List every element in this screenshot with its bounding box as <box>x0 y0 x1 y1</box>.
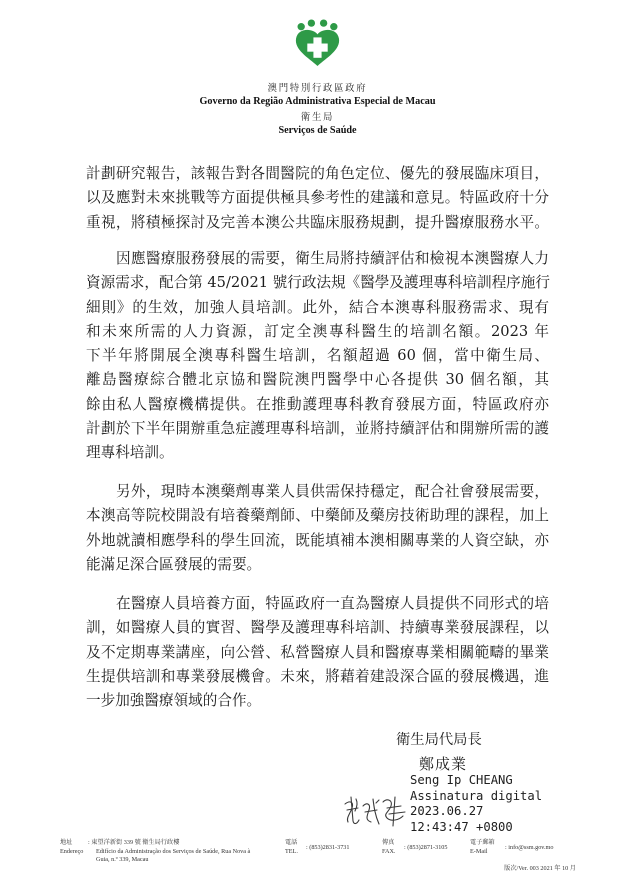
footer-address-label-pt: Endereço <box>60 848 84 855</box>
body-line: 在醫療人員培養方面，特區政府一直為醫療人員提供不同形式的培 <box>116 595 549 612</box>
body-line: 及不定期專業講座，向公營、私營醫療人員和醫療專業相關範疇的畢業 <box>86 643 549 661</box>
footer-email-label-zh: 電子郵箱 <box>470 839 495 846</box>
body-paragraph-1 <box>86 162 549 235</box>
body-line: 下半年將開展全澳專科醫生培訓，名額超過 60 個，當中衛生局、 <box>86 347 549 365</box>
footer-address-pt-line2: Guia, n.º 339, Macau <box>96 856 149 863</box>
footer-fax-label-zh: 傳真 <box>382 839 395 846</box>
body-line: 能滿足深合區發展的需要。 <box>86 555 262 573</box>
body-line: 理專科培訓。 <box>86 444 174 462</box>
body-line: 外地就讀相應學科的學生回流，既能填補本澳相關專業的人資空缺，亦 <box>86 531 549 549</box>
digital-signature-date: 2023.06.27 <box>410 804 484 819</box>
footer-address-label-zh: 地址 <box>60 839 73 846</box>
body-paragraph-2 <box>86 247 549 466</box>
handwritten-signature-icon <box>342 791 408 829</box>
digital-signature-time: 12:43:47 +0800 <box>410 820 513 835</box>
footer-version: 版次/Ver. 003 2021 年 10 月 <box>504 865 576 872</box>
body-line: 餘由私人醫療機構提供。在推動護理專科教育發展方面，特區政府亦 <box>86 395 549 413</box>
footer-address-pt-line1: Edifício da Administração dos Serviços de Saúde, Rua Nova à <box>96 848 251 855</box>
body-line: 計劃於下半年開辦重急症護理專科培訓，並將持續評估和開辦所需的護 <box>86 420 549 438</box>
footer-phone-label-en: TEL. <box>285 848 298 855</box>
government-name-pt: Governo da Região Administrativa Especial de Macau <box>199 96 436 107</box>
body-line: 和未來所需的人力資源，訂定全澳專科醫生的培訓名額。2023 年 <box>86 322 549 340</box>
digital-signature-label: Assinatura digital <box>410 788 543 803</box>
health-bureau-emblem-icon <box>292 18 343 67</box>
bureau-name-zh: 衛生局 <box>300 112 335 123</box>
government-name-zh: 澳門特別行政區政府 <box>267 83 368 94</box>
footer-fax-value: : (853)2871-3105 <box>404 844 448 851</box>
body-line: 本澳高等院校開設有培養藥劑師、中藥師及藥房技術助理的課程，加上 <box>86 507 549 525</box>
footer-email-value: : info@ssm.gov.mo <box>505 844 554 851</box>
signatory-title: 衛生局代局長 <box>396 732 482 748</box>
body-line: 訓，如醫療人員的實習、醫學及護理專科培訓、持續專業發展課程，以 <box>86 619 549 637</box>
body-line: 資源需求，配合第 45/2021 號行政法規《醫學及護理專科培訓程序施行 <box>86 274 550 292</box>
body-line: 離島醫療綜合體北京協和醫院澳門醫學中心各提供 30 個名額，其 <box>86 371 549 389</box>
body-line: 計劃研究報告，該報告對各間醫院的角色定位、優先的發展臨床項目， <box>86 165 549 182</box>
body-line: 細則》的生效，加強人員培訓。此外，結合本澳專科服務需求、現有 <box>86 298 549 316</box>
body-paragraph-4 <box>86 592 549 713</box>
footer-phone-label-zh: 電話 <box>285 839 298 846</box>
digital-signature-block <box>410 773 542 836</box>
footer-phone-value: : (853)2831-3731 <box>306 844 350 851</box>
body-line: 因應醫療服務發展的需要，衛生局將持續評估和檢視本澳醫療人力 <box>116 250 549 267</box>
footer-fax-label-en: FAX. <box>382 848 396 855</box>
bureau-name-pt: Serviços de Saúde <box>278 125 357 136</box>
body-line: 一步加強醫療領域的合作。 <box>86 692 262 710</box>
signatory-name: 鄭成業 <box>419 755 468 773</box>
digital-signature-name: Seng Ip CHEANG <box>410 773 513 787</box>
body-paragraph-3 <box>86 480 549 577</box>
body-line: 重視，將積極探討及完善本澳公共臨床服務規劃，提升醫療服務水平。 <box>86 213 549 231</box>
body-line: 另外，現時本澳藥劑專業人員供需保持穩定，配合社會發展需要， <box>116 483 549 500</box>
body-line: 以及應對未來挑戰等方面提供極具參考性的建議和意見。特區政府十分 <box>86 189 549 207</box>
body-line: 生提供培訓和專業發展機會。未來，將藉着建設深合區的發展機遇，進 <box>86 667 549 685</box>
footer-email-label-en: E-Mail <box>470 848 488 855</box>
footer-address-zh: : 東望洋新街 339 號 衛生局行政樓 <box>88 839 180 846</box>
